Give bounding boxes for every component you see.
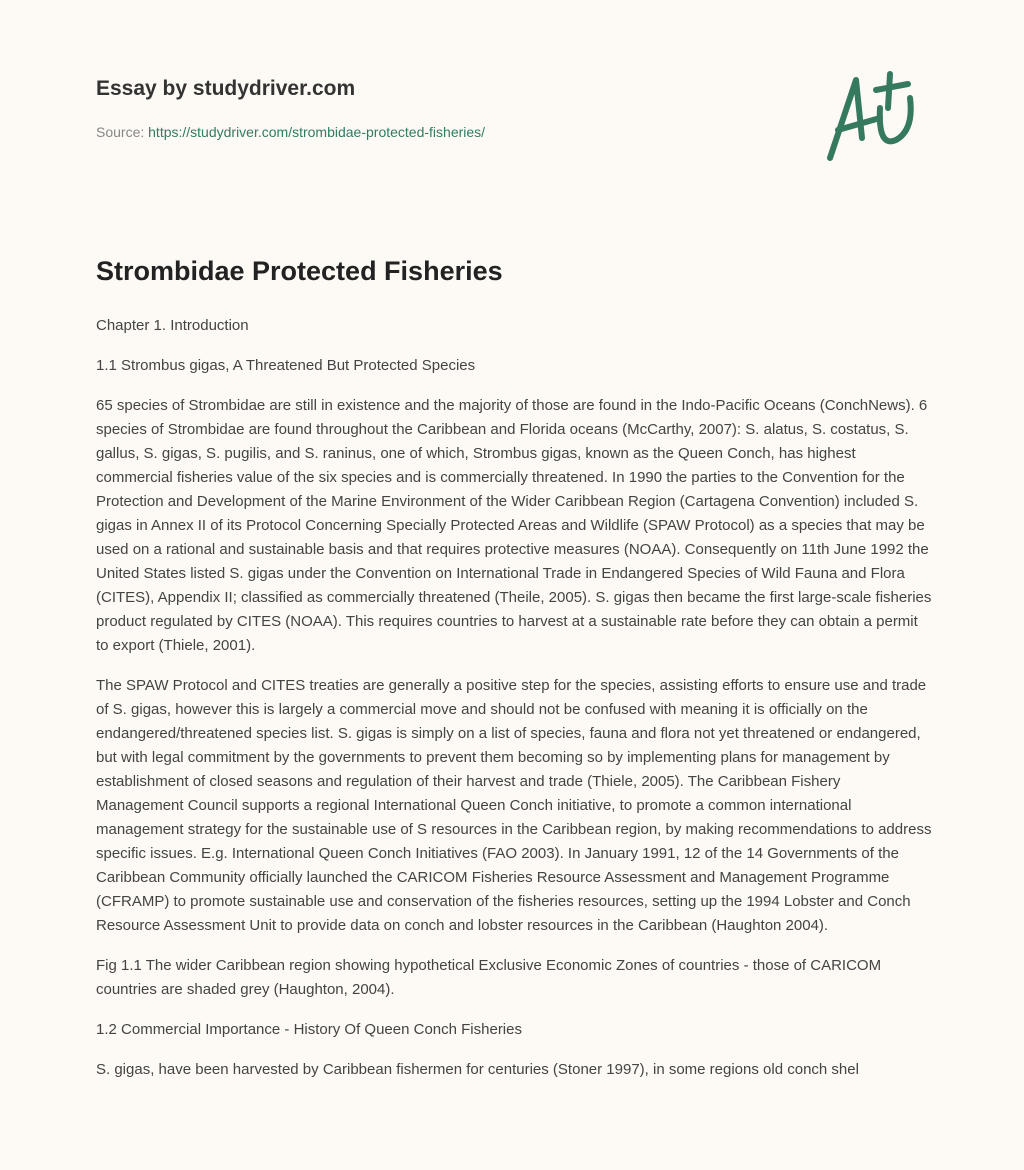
section-heading: 1.1 Strombus gigas, A Threatened But Protected Species	[96, 357, 476, 374]
section-heading: 1.2 Commercial Importance - History Of Queen Conch Fisheries	[96, 1021, 522, 1038]
paragraph: S. gigas, have been harvested by Caribbean fishermen for centuries (Stoner 1997), in some regions old conch shel	[96, 1061, 859, 1078]
source-link[interactable]: https://studydriver.com/strombidae-protected-fisheries/	[148, 124, 486, 140]
essay-body	[96, 314, 932, 1098]
source-line	[96, 124, 485, 140]
source-label: Source:	[96, 124, 149, 140]
paragraph: 65 species of Strombidae are still in existence and the majority of those are found in the Indo-Pacific Oceans (ConchNews). 6 species of Strombidae are found throughout the Caribbean and Florida oceans (McCarthy, 2007): S. alatus, S. costatus, S. gallus, S. gigas, S. pugilis, and S. raninus, one of which, Strombus gigas, known as the Queen Conch, has highest commercial fisheries value of the six species and is commercially threatened. In 1990 the parties to the Convention for the Protection and Development of the Marine Environment of the Wider Caribbean Region (Cartagena Convention) included S. gigas in Annex II of its Protocol Concerning Specially Protected Areas and Wildlife (SPAW Protocol) as a species that may be used on a rational and sustainable basis and that requires protective measures (NOAA). Consequently on 11th June 1992 the United States listed S. gigas under the Convention on International Trade in Endangered Species of Wild Fauna and Flora (CITES), Appendix II; classified as commercially threatened (Theile, 2005). S. gigas then became the first large-scale fisheries product regulated by CITES (NOAA). This requires countries to harvest at a sustainable rate before they can obtain a permit to export (Thiele, 2001).	[96, 397, 932, 654]
paragraph: The SPAW Protocol and CITES treaties are generally a positive step for the species, assisting efforts to ensure use and trade of S. gigas, however this is largely a commercial move and should not be confused with meaning it is officially on the endangered/threatened species list. S. gigas is simply on a list of species, fauna and flora not yet threatened or endangered, but with legal commitment by the governments to prevent them becoming so by implementing plans for management by establishment of closed seasons and regulation of their harvest and trade (Thiele, 2005). The Caribbean Fishery Management Council supports a regional International Queen Conch initiative, to promote a common international management strategy for the sustainable use of S resources in the Caribbean region, by making recommendations to address specific issues. E.g. International Queen Conch Initiatives (FAO 2003). In January 1991, 12 of the 14 Governments of the Caribbean Community officially launched the CARICOM Fisheries Resource Assessment and Management Programme (CFRAMP) to promote sustainable use and conservation of the fisheries resources, setting up the 1994 Lobster and Conch Resource Assessment Unit to provide data on conch and lobster resources in the Caribbean (Haughton 2004).	[96, 677, 932, 934]
site-title: Essay by studydriver.com	[96, 77, 356, 100]
a-plus-logo-icon	[818, 68, 930, 168]
chapter-heading: Chapter 1. Introduction	[96, 317, 249, 334]
page-title: Strombidae Protected Fisheries	[96, 256, 503, 286]
figure-caption: Fig 1.1 The wider Caribbean region showing hypothetical Exclusive Economic Zones of countries - those of CARICOM countries are shaded grey (Haughton, 2004).	[96, 957, 882, 998]
